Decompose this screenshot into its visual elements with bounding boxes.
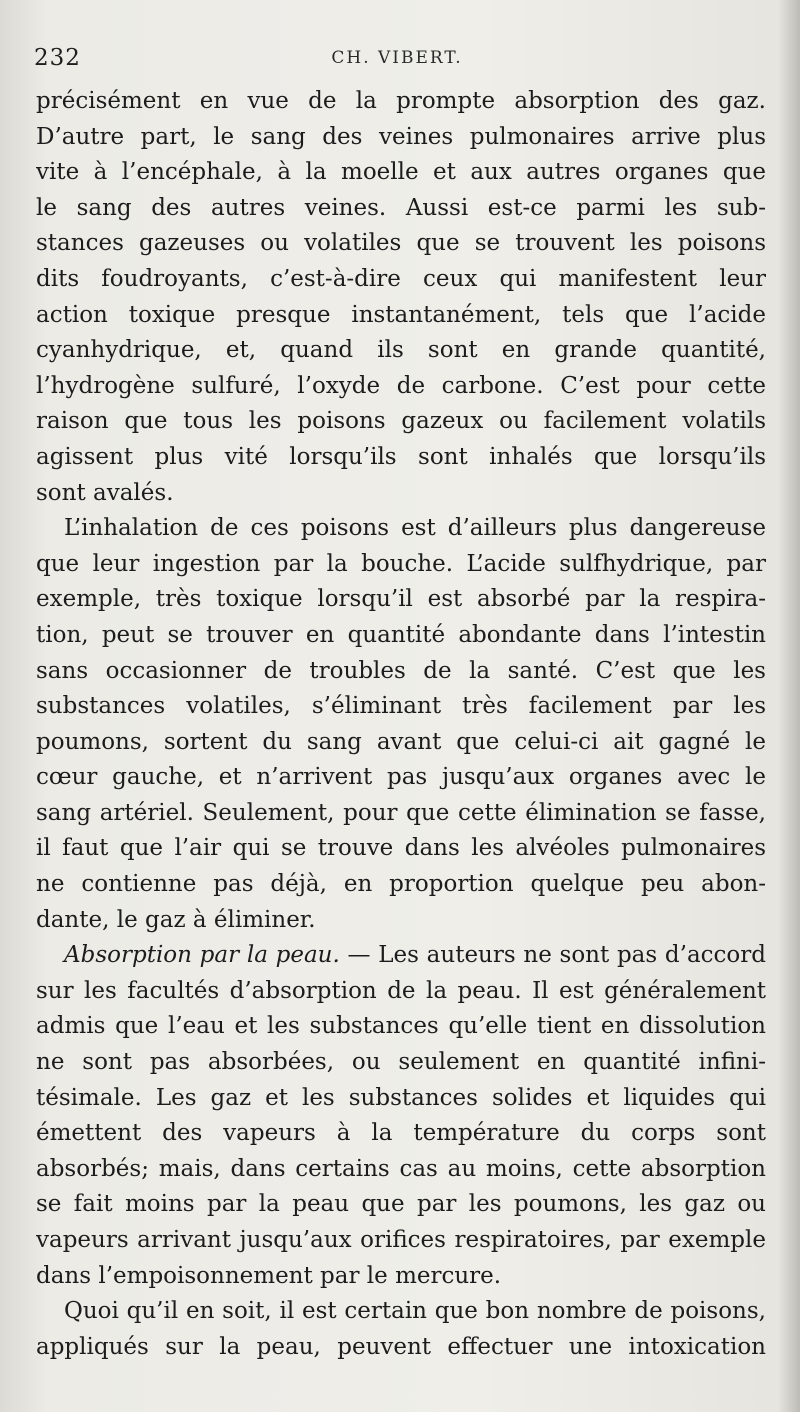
text-line: Quoi qu’il en soit, il est certain que bon nombre de poisons, xyxy=(64,1298,766,1325)
text-line: agissent plus vité lorsqu’ils sont inhalés que lorsqu’ils xyxy=(36,443,766,470)
text-line: l’hydrogène sulfuré, l’oxyde de carbone. C’est pour cette xyxy=(36,372,766,399)
text-line: sont avalés. xyxy=(36,479,174,506)
text-line: admis que l’eau et les substances qu’elle tient en dissolution xyxy=(36,1013,766,1040)
text-line: poumons, sortent du sang avant que celui-ci ait gagné le xyxy=(36,728,766,755)
line-text: — Les auteurs ne sont pas d’accord xyxy=(339,942,766,969)
text-line: exemple, très toxique lorsqu’il est absorbé par la respira- xyxy=(36,586,766,613)
text-line: précisément en vue de la prompte absorption des gaz. xyxy=(36,88,766,114)
running-head xyxy=(34,42,760,74)
page-number: 232 xyxy=(34,45,81,71)
text-line: émettent des vapeurs à la température du corps sont xyxy=(36,1120,766,1147)
text-line: tésimale. Les gaz et les substances solides et liquides qui xyxy=(36,1084,766,1111)
text-line: se fait moins par la peau que par les poumons, les gaz ou xyxy=(36,1191,766,1218)
text-line: vite à l’encéphale, à la moelle et aux autres organes que xyxy=(36,159,766,186)
text-line: D’autre part, le sang des veines pulmonaires arrive plus xyxy=(36,123,766,150)
body-text xyxy=(36,84,766,1365)
running-title: CH. VIBERT. xyxy=(331,48,463,68)
text-line: cyanhydrique, et, quand ils sont en grande quantité, xyxy=(36,337,766,364)
text-line: le sang des autres veines. Aussi est-ce parmi les sub- xyxy=(36,194,766,221)
text-line: raison que tous les poisons gazeux ou facilement volatils xyxy=(36,408,766,435)
page-edge-shadow xyxy=(778,0,800,1412)
text-line: il faut que l’air qui se trouve dans les alvéoles pulmonaires xyxy=(36,835,766,862)
text-line: stances gazeuses ou volatiles que se trouvent les poisons xyxy=(36,230,766,257)
text-line xyxy=(36,938,766,974)
text-line: ne contienne pas déjà, en proportion quelque peu abon- xyxy=(36,871,766,898)
section-heading-italic: Absorption par la peau. xyxy=(64,942,340,969)
text-line: tion, peut se trouver en quantité abondante dans l’intestin xyxy=(36,621,766,648)
text-line: dans l’empoisonnement par le mercure. xyxy=(36,1262,502,1289)
text-line: vapeurs arrivant jusqu’aux orifices respiratoires, par exemple xyxy=(36,1227,766,1253)
text-line: L’inhalation de ces poisons est d’ailleurs plus dangereuse xyxy=(64,515,766,542)
text-line: que leur ingestion par la bouche. L’acide sulfhydrique, par xyxy=(36,550,766,577)
text-line: appliqués sur la peau, peuvent effectuer une intoxication xyxy=(36,1333,766,1360)
text-line: cœur gauche, et n’arrivent pas jusqu’aux organes avec le xyxy=(36,764,766,791)
text-line: ne sont pas absorbées, ou seulement en quantité infini- xyxy=(36,1049,766,1076)
text-line: sans occasionner de troubles de la santé. C’est que les xyxy=(36,657,766,684)
text-line: sur les facultés d’absorption de la peau. Il est généralement xyxy=(36,977,766,1004)
text-line: sang artériel. Seulement, pour que cette élimination se fasse, xyxy=(36,799,766,826)
text-line: absorbés; mais, dans certains cas au moins, cette absorption xyxy=(36,1155,766,1182)
text-line: dante, le gaz à éliminer. xyxy=(36,906,316,933)
text-line: dits foudroyants, c’est-à-dire ceux qui manifestent leur xyxy=(36,265,766,292)
text-line: substances volatiles, s’éliminant très facilement par les xyxy=(36,693,766,720)
text-line: action toxique presque instantanément, tels que l’acide xyxy=(36,301,766,328)
